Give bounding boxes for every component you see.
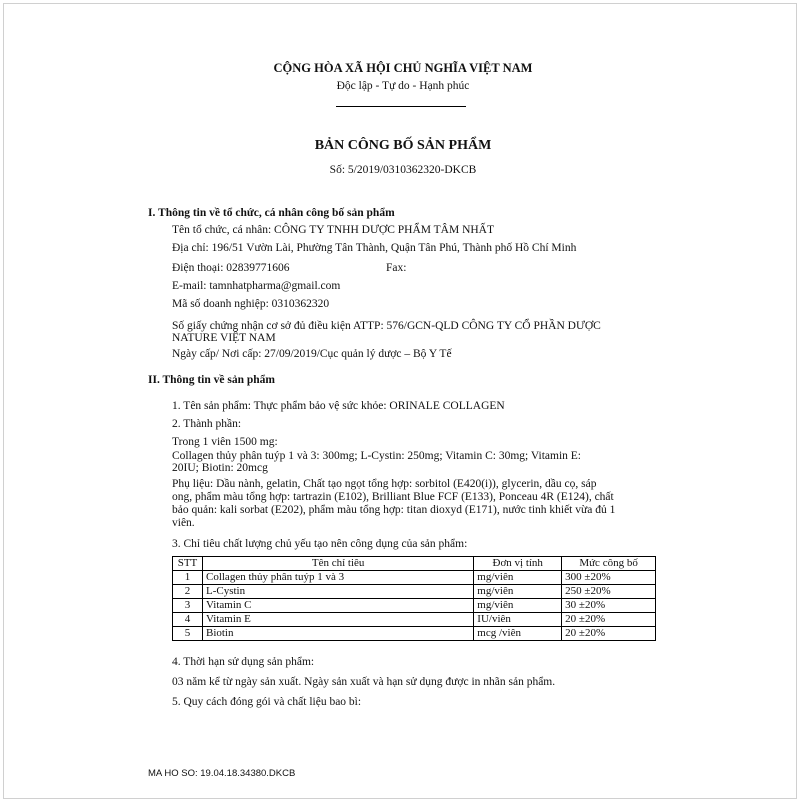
excipients-line-2: ong, phẩm màu tổng hợp: tartrazin (E102), Brilliant Blue FCF (E133), Ponceau 4R (E124), chất	[172, 491, 614, 503]
org-fax: Fax:	[386, 262, 407, 274]
dossier-code: MA HO SO: 19.04.18.34380.DKCB	[148, 768, 296, 779]
table-header-row	[173, 557, 656, 571]
section2-heading: II. Thông tin về sản phẩm	[148, 374, 275, 386]
table-row	[173, 599, 656, 613]
certificate-issue-info: Ngày cấp/ Nơi cấp: 27/09/2019/Cục quản lý dược – Bộ Y Tế	[172, 348, 452, 360]
row-level: 30 ±20%	[562, 599, 656, 613]
row-stt: 4	[173, 613, 203, 627]
row-stt: 5	[173, 627, 203, 641]
ingredients-line-2: 20IU; Biotin: 20mcg	[172, 462, 268, 474]
row-level: 250 ±20%	[562, 585, 656, 599]
quality-criteria-heading: 3. Chỉ tiêu chất lượng chủ yếu tạo nên công dụng của sản phẩm:	[172, 538, 468, 550]
row-unit: mg/viên	[474, 599, 562, 613]
composition-heading: 2. Thành phần:	[172, 418, 242, 430]
row-unit: mg/viên	[474, 571, 562, 585]
row-criterion: Collagen thủy phân tuýp 1 và 3	[202, 571, 473, 585]
row-criterion: Vitamin E	[202, 613, 473, 627]
table-row	[173, 627, 656, 641]
excipients-line-1: Phụ liệu: Dầu nành, gelatin, Chất tạo ngọt tổng hợp: sorbitol (E420(i)), glycerin, dầu cọ, sáp	[172, 478, 597, 490]
row-criterion: Vitamin C	[202, 599, 473, 613]
org-email: E-mail: tamnhatpharma@gmail.com	[172, 280, 341, 292]
table-row	[173, 571, 656, 585]
certificate-line-2: NATURE VIỆT NAM	[172, 332, 276, 344]
document-title: BẢN CÔNG BỐ SẢN PHẨM	[314, 138, 492, 153]
row-stt: 1	[173, 571, 203, 585]
certificate-line-1: Số giấy chứng nhận cơ sở đủ điều kiện ATTP: 576/GCN-QLD CÔNG TY CỔ PHẦN DƯỢC	[172, 320, 601, 332]
shelf-life-heading: 4. Thời hạn sử dụng sản phẩm:	[172, 656, 315, 668]
country-heading: CỘNG HÒA XÃ HỘI CHỦ NGHĨA VIỆT NAM	[273, 61, 533, 75]
row-unit: mg/viên	[474, 585, 562, 599]
header-criterion: Tên chỉ tiêu	[202, 557, 473, 571]
row-criterion: L-Cystin	[202, 585, 473, 599]
row-level: 300 ±20%	[562, 571, 656, 585]
header-stt: STT	[173, 557, 203, 571]
table-row	[173, 585, 656, 599]
product-name: 1. Tên sản phẩm: Thực phẩm bảo vệ sức khỏe: ORINALE COLLAGEN	[172, 400, 505, 412]
row-criterion: Biotin	[202, 627, 473, 641]
shelf-life-text: 03 năm kể từ ngày sản xuất. Ngày sản xuất và hạn sử dụng được in nhãn sản phẩm.	[172, 676, 556, 688]
header-divider	[336, 106, 466, 107]
org-name: Tên tổ chức, cá nhân: CÔNG TY TNHH DƯỢC PHẨM TÂM NHẤT	[172, 224, 495, 236]
row-level: 20 ±20%	[562, 613, 656, 627]
document-number: Số: 5/2019/0310362320-DKCB	[329, 164, 477, 176]
excipients-line-3: bảo quản: kali sorbat (E202), phẩm màu tổng hợp: titan dioxyd (E171), nước tinh khiết vừa đủ 1	[172, 504, 616, 516]
per-tablet: Trong 1 viên 1500 mg:	[172, 436, 278, 448]
table-row	[173, 613, 656, 627]
header-unit: Đơn vị tính	[474, 557, 562, 571]
row-stt: 2	[173, 585, 203, 599]
org-phone: Điện thoại: 02839771606	[172, 262, 290, 274]
org-tax-code: Mã số doanh nghiệp: 0310362320	[172, 298, 330, 310]
excipients-line-4: viên.	[172, 517, 195, 529]
row-unit: mcg /viên	[474, 627, 562, 641]
header-declared-level: Mức công bố	[562, 557, 656, 571]
packaging-heading: 5. Quy cách đóng gói và chất liệu bao bì:	[172, 696, 362, 708]
section1-heading: I. Thông tin về tổ chức, cá nhân công bố sản phẩm	[148, 207, 395, 219]
row-stt: 3	[173, 599, 203, 613]
org-address: Địa chỉ: 196/51 Vườn Lài, Phường Tân Thành, Quận Tân Phú, Thành phố Hồ Chí Minh	[172, 242, 577, 254]
ingredients-line-1: Collagen thủy phân tuýp 1 và 3: 300mg; L-Cystin: 250mg; Vitamin C: 30mg; Vitamin E:	[172, 450, 581, 462]
quality-table	[172, 556, 656, 641]
row-level: 20 ±20%	[562, 627, 656, 641]
row-unit: IU/viên	[474, 613, 562, 627]
motto: Độc lập - Tự do - Hạnh phúc	[336, 80, 470, 92]
